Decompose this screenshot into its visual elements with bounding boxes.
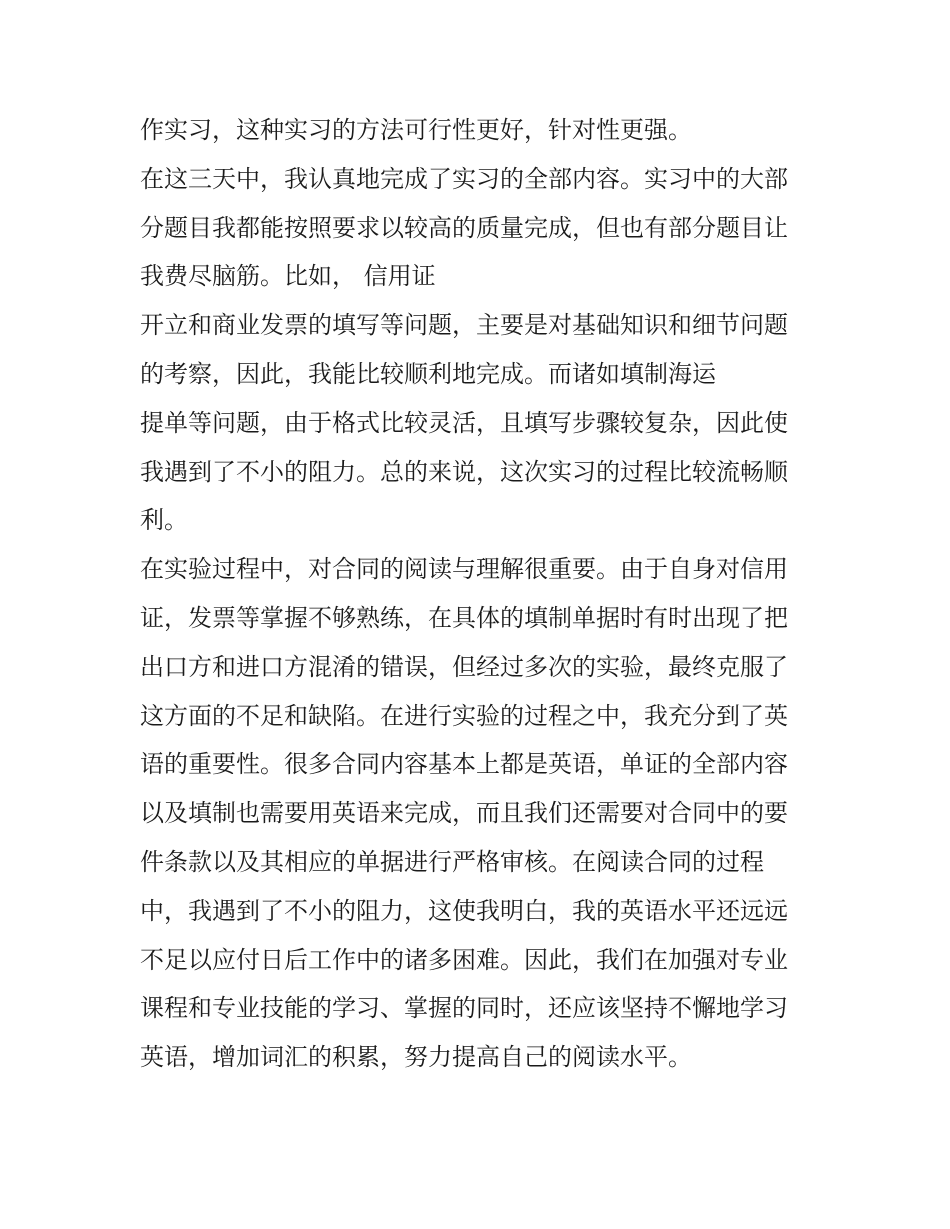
text-line: 不足以应付日后工作中的诸多困难。因此，我们在加强对专业 (140, 945, 788, 974)
text-line: 证，发票等掌握不够熟练，在具体的填制单据时有时出现了把 (140, 603, 788, 632)
text-line: 件条款以及其相应的单据进行严格审核。在阅读合同的过程 (140, 847, 764, 876)
text-line: 开立和商业发票的填写等问题，主要是对基础知识和细节问题 (140, 311, 788, 340)
text-line: 出口方和进口方混淆的错误，但经过多次的实验，最终克服了 (140, 652, 788, 681)
text-line: 语的重要性。很多合同内容基本上都是英语，单证的全部内容 (140, 750, 788, 779)
body-text (140, 106, 820, 1082)
text-line: 分题目我都能按照要求以较高的质量完成，但也有部分题目让 (140, 213, 788, 242)
text-line: 以及填制也需要用英语来完成，而且我们还需要对合同中的要 (140, 799, 788, 828)
text-line: 利。 (140, 506, 188, 535)
text-line: 提单等问题，由于格式比较灵活，且填写步骤较复杂，因此使 (140, 408, 788, 437)
text-line: 在这三天中，我认真地完成了实习的全部内容。实习中的大部 (140, 164, 788, 193)
text-line: 英语，增加词汇的积累，努力提高自己的阅读水平。 (140, 1043, 692, 1072)
text-line: 课程和专业技能的学习、掌握的同时，还应该坚持不懈地学习 (140, 994, 788, 1023)
text-line: 我费尽脑筋。比如， 信用证 (140, 262, 436, 291)
text-line: 这方面的不足和缺陷。在进行实验的过程之中，我充分到了英 (140, 701, 788, 730)
text-line: 在实验过程中，对合同的阅读与理解很重要。由于自身对信用 (140, 555, 788, 584)
text-line: 的考察，因此，我能比较顺利地完成。而诸如填制海运 (140, 359, 716, 388)
text-line: 作实习，这种实习的方法可行性更好，针对性更强。 (140, 116, 692, 144)
text-line: 中，我遇到了不小的阻力，这使我明白，我的英语水平还远远 (140, 896, 788, 925)
text-line: 我遇到了不小的阻力。总的来说，这次实习的过程比较流畅顺 (140, 457, 788, 486)
